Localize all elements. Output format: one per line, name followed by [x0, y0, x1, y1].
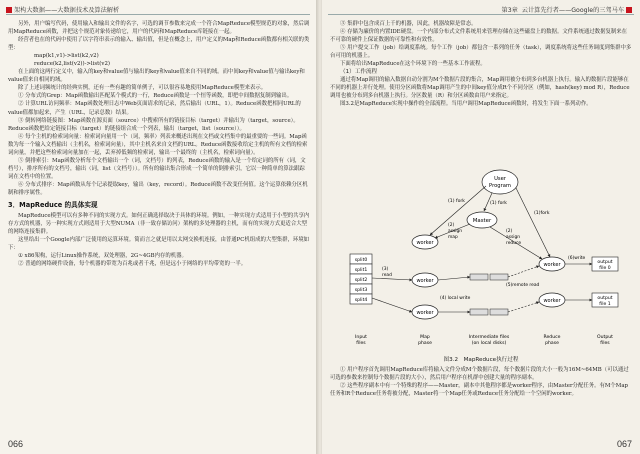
phase-label: Map: [420, 335, 430, 340]
edge-label-local-write: (4) local write: [440, 296, 471, 301]
left-body: [8, 20, 310, 268]
phase-label: Input: [355, 335, 367, 340]
right-header-rule: [328, 14, 634, 15]
list-item: ② 这些程序副本中有一个特殊的程序——Master，副本中其他程序都是worker程序，由Master分配任务。有M个Map任务和R个Reduce任务将被分配，Master将一个Map任务或Reduce任务分配给一个空闲的worker。: [330, 383, 628, 398]
edge-label-write: (6)write: [568, 256, 586, 261]
list-item: ① 用户程序首先调用MapReduce库将输入文件分成M个数据片段，每个数据片段的大小一般为16M~64MB（可以通过可选的参数来控制每个数据片段的大小），然后用户程序在机群中创建大量的程序副本。: [330, 367, 629, 382]
paragraph: 图3.2是MapReduce实现中操作的全部流程。当用户调用MapReduce函数时，将发生下面一系列动作。: [340, 101, 592, 108]
edge-label-read: read: [382, 273, 392, 278]
phase-label: Reduce: [543, 335, 561, 340]
edge-label-assign-reduce: reduce: [506, 241, 522, 246]
split-label: split2: [354, 278, 368, 283]
output-label: file 1: [599, 302, 611, 307]
list-item: ① 分布式的Grep：Map函数输出匹配某个模式的一行，Reduce函数是一个恒等函数，即把中间数据复制到输出。: [18, 93, 293, 100]
split-label: split0: [354, 258, 368, 263]
output-label: output: [597, 260, 613, 265]
user-program-label-2: Program: [489, 183, 511, 189]
phase-label: files: [356, 341, 366, 346]
right-body-top: [330, 20, 632, 109]
code-line: map(k1,v1)->list(k2,v2): [34, 53, 99, 60]
left-page-number: 066: [8, 439, 24, 449]
paragraph: 经营者也在的代码中使用了以字符串表示的输入、输出值，但是在概念上，用户定义的Map和Reduce函数都有相关联的类型：: [8, 37, 310, 52]
list-item: ③ 倒转网络链接图：Map函数在源页面（source）中搜索所有的链接目标（target）并输出为（target，source）。Reduce函数把给定链接目标（target）的链接组合成一个列表，输出（target，list（source））。: [8, 117, 299, 132]
left-header-rule: [6, 14, 310, 15]
edge-label-fork: (1)fork: [534, 211, 550, 216]
right-page: [322, 0, 640, 454]
flow-edges: [372, 186, 592, 312]
phase-labels: [355, 334, 613, 346]
list-item: ⑤ 倒排索引：Map函数分析每个文档输出一个（词，文档号）的列表，Reduce函数的输入是一个给定词的所有（词，文档号），排序所有的文档号，输出（词，list（文档号））。所有的输出集合形成一个简单的倒排索引，它以一种简单的算法跟踪词在文档中的位置。: [8, 157, 306, 180]
input-splits: [350, 254, 372, 304]
edge-label-assign-map: map: [448, 235, 458, 240]
output-label: output: [597, 296, 613, 301]
right-body-bottom: [330, 366, 632, 398]
list-item: ⑤ 用户提交工作（job）给调度系统。每个工作（job）都包含一系列的任务（task），调度系统将这些任务调度到集群中多台可用的机器上。: [330, 45, 632, 60]
list-item: ② 普通的网络硬件设备，每个机器的带宽为百兆或者千兆，但是远小于网络的平均带宽的一半。: [18, 261, 247, 268]
mapreduce-figure: [330, 162, 634, 354]
paragraph: 另外，用户编写代码，使用输入和输出文件的名字，可选的调节参数来完成一个符合MapReduce模型规范的对象，然后调用MapReduce函数，并把这个规范对象传递给它，用户的代码和MapReduce库链接在一起。: [8, 21, 310, 36]
worker-label: worker: [416, 310, 434, 316]
subhead: （1）工作流程: [340, 69, 378, 76]
header-mark-icon: [626, 7, 632, 13]
worker-label: worker: [543, 262, 561, 268]
list-item: ④ 存储为廉价的内置IDE硬盘。一个内部分布式文件系统用来管理存储在这些磁盘上的数据。文件系统通过数据复制来在不可靠的硬件上保证数据的可靠性和有效性。: [330, 29, 628, 44]
phase-label: files: [600, 341, 610, 346]
edge-label-assign-map: assign: [448, 229, 463, 234]
paragraph: 在上面的这两行定义中，输入的key和value值与输出的key和value值来自不同的域。而中间key和value值与输出key和value值来自相同的域。: [8, 69, 305, 84]
header-mark-icon: [6, 7, 12, 13]
edge-label-fork: (1) fork: [448, 199, 465, 204]
left-header-text: 架构大数据——大数据技术及算法解析: [14, 7, 120, 14]
list-item: ③ 集群中包含成百上千的机器，因此，机器故障是常态。: [340, 21, 477, 27]
header-chapter: 第3章: [501, 7, 518, 14]
list-item: ⑥ 分布式排序：Map函数从每个记录提取key，输出（key，record）。Reduce函数不改变任何值。这个运算依赖分区机制和排序属性。: [8, 181, 308, 196]
phase-label: (on local disks): [471, 341, 507, 346]
edge-label-remote-read: (5)remote read: [506, 283, 540, 288]
header-title: 云计算先行者——Google的三驾马车: [521, 7, 625, 14]
paragraph: 这里给出一个Google内部广泛使用的运算环境。简而言之就是用以太网交换机连接，由普通PC机组成的大型集群，环境如下：: [8, 237, 310, 252]
section-title: 3．MapReduce 的具体实现: [8, 201, 98, 210]
split-label: split1: [354, 268, 368, 273]
output-label: file 0: [599, 266, 611, 271]
edge-label-fork: (1) fork: [490, 201, 507, 206]
worker-label: worker: [543, 298, 561, 304]
paragraph: 下面将给出MapReduce在这个环境下的一些基本工作流程。: [340, 61, 486, 68]
phase-label: Intermediate files: [468, 335, 510, 340]
intermediate-files: [470, 274, 508, 315]
edge-label-assign-reduce: (2): [506, 229, 513, 234]
edge-label-read: (3): [382, 267, 389, 272]
code-line: reduce(k2,list(v2))->list(v2): [34, 61, 110, 68]
right-page-number: 067: [616, 439, 632, 449]
paragraph: 通过将Map调用的输入数据自动分割为M个数据片段的集合，Map调用被分布到多台机器上执行。输入的数据片段能够在不同的机器上并行处理。使用分区函数将Map调用产生的中间key值分成R个不同分区（例如，hash(key) mod R），Reduce调用也被分布到多台机器上执行。分区数量（R）和分区函数由用户来指定。: [330, 77, 630, 100]
user-program-node: [482, 170, 518, 194]
worker-label: worker: [416, 240, 434, 246]
list-item: ② 计算URL访问频率：Map函数处理日志中Web页面请求的记录，然后输出（URL，1）。Reduce函数把相同URL的value值都加起来，产生（URL，记录总数）结果。: [8, 101, 301, 116]
left-page: [0, 0, 318, 454]
edge-label-assign-reduce: assign: [506, 235, 521, 240]
left-header: [6, 5, 119, 14]
split-label: split3: [354, 288, 368, 293]
split-label: split4: [354, 298, 368, 303]
phase-label: phase: [418, 341, 432, 346]
worker-label: worker: [416, 278, 434, 284]
list-item: ① x86架构，运行Linux操作系统，双处理器，2G~4GB内存的机器。: [18, 253, 187, 260]
right-header: [502, 5, 634, 14]
edge-label-assign-map: (2): [448, 223, 455, 228]
list-item: ④ 每个主机的检索词向量：检索词向量用一个（词，频率）列表来概述出现在文档或文档集中的最重要的一些词。Map函数为每一个输入文档输出（主机名，检索词向量），其中主机名来自文档的URL。Reduce函数接收给定主机的所有文档的检索词向量，并把这些检索词向量加在一起，丢弃掉低频的检索词，输出一个最终的（主机名，检索词向量）。: [8, 133, 308, 156]
phase-label: Output: [597, 335, 613, 340]
paragraph: MapReduce模型可以有多种不同的实现方式。如何正确选择取决于具体的环境。例如，一种实现方式适用于小型的共享内存方式的机器，另一种实现方式则适用于大型NUMA（非一致存储访问）架构的多处理器的主机，而有的实现方式更适合大型的网络连接集群。: [8, 213, 310, 236]
figure-caption: 图3.2 MapReduce执行过程: [443, 357, 519, 363]
user-program-label-1: User: [494, 176, 506, 182]
phase-label: phase: [545, 341, 559, 346]
paragraph: 除了上述词频统计的经典实例，还有一些有趣的简单例子，可以很容易地使用MapReduce模型来表示。: [18, 85, 267, 92]
master-label: Master: [472, 218, 492, 224]
